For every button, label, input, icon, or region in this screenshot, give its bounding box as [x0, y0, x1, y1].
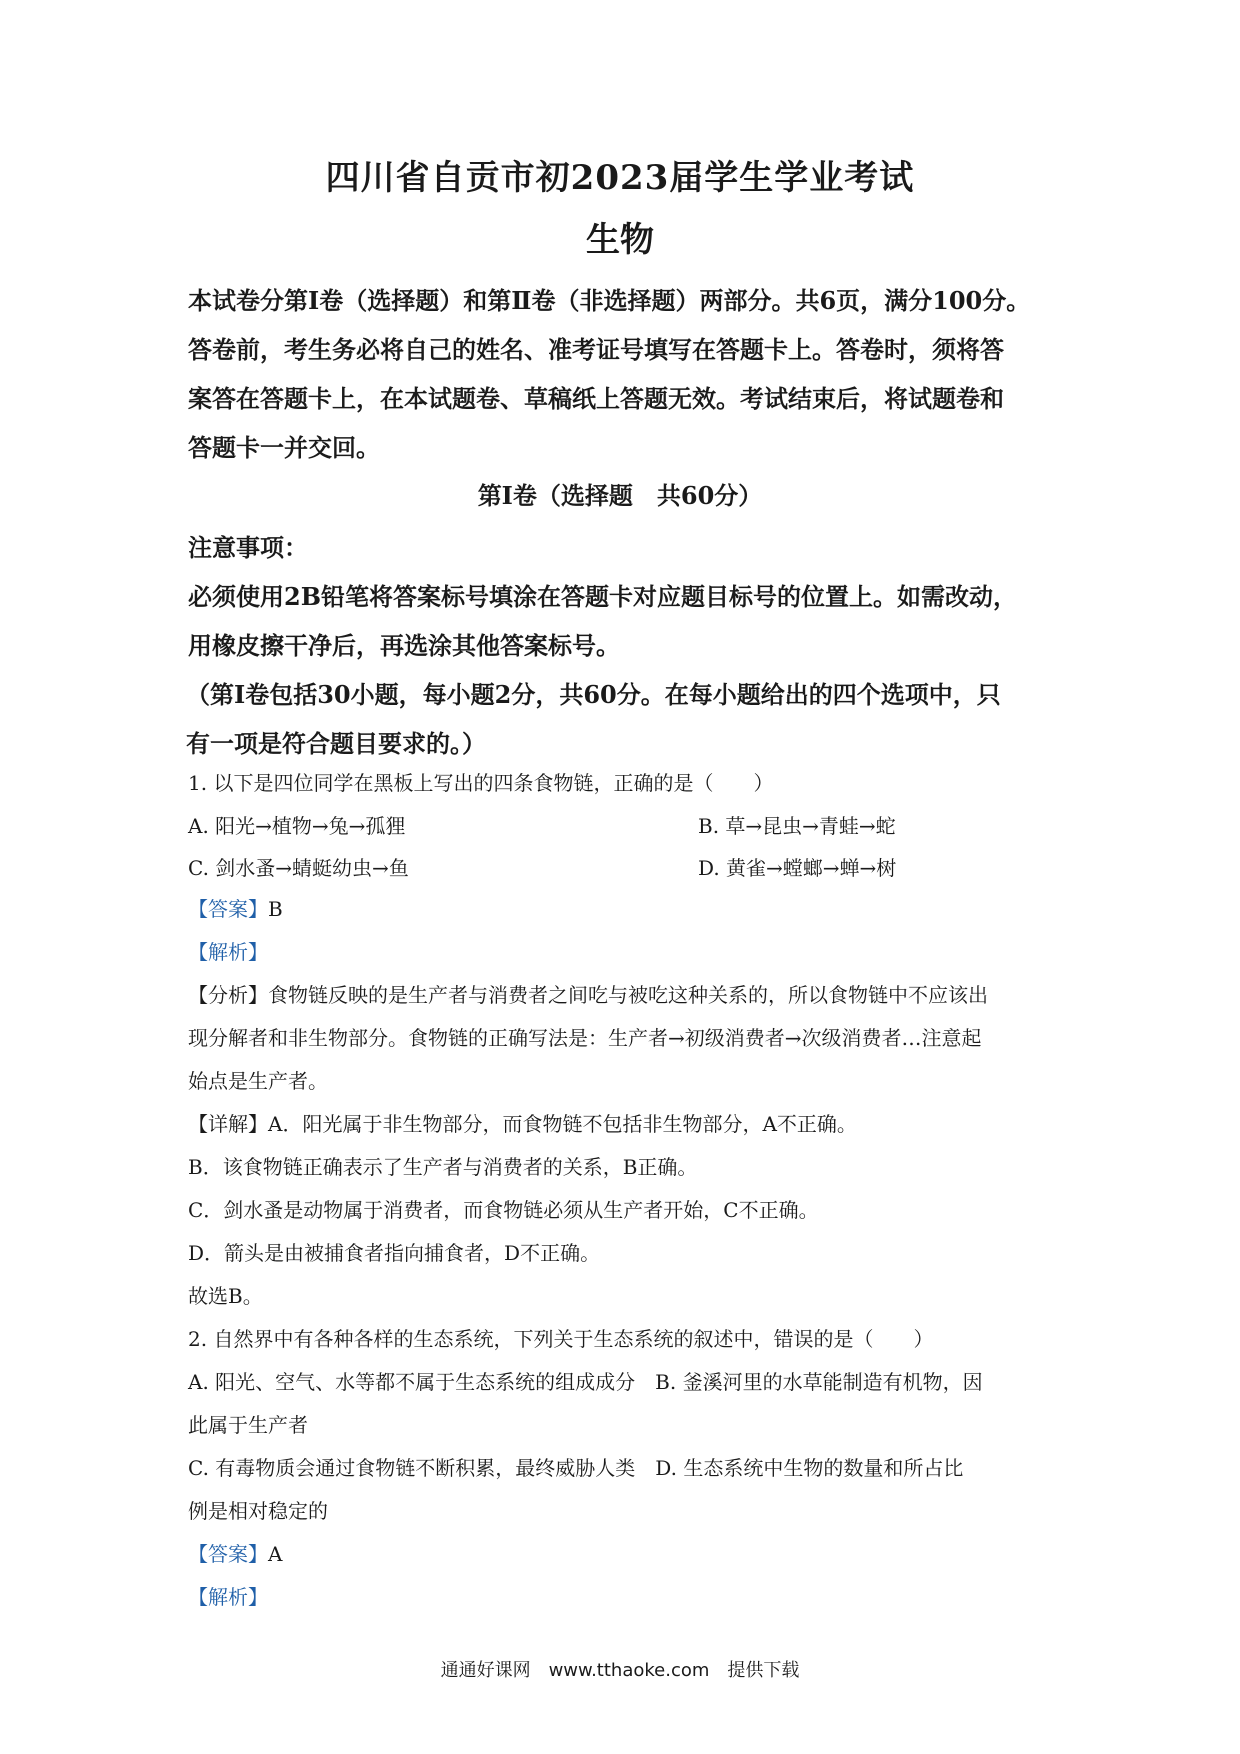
xiangjie-line: [188, 1103, 1068, 1146]
exam-intro: [188, 276, 1058, 472]
notice-line: 用橡皮擦干净后，再选涂其他答案标号。: [188, 631, 620, 660]
option-line: 此属于生产者: [188, 1413, 308, 1437]
fenxi-text: 食物链反映的是生产者与消费者之间吃与被吃这种关系的，所以食物链中不应该出: [268, 983, 988, 1007]
question-2-stem: 2. 自然界中有各种各样的生态系统，下列关于生态系统的叙述中，错误的是（ ）: [188, 1327, 934, 1351]
notice-heading: 注意事项：: [188, 533, 308, 562]
option-line: A. 阳光、空气、水等都不属于生态系统的组成成分 B. 釜溪河里的水草能制造有机物，因: [188, 1370, 983, 1394]
section-title: 第Ⅰ卷（选择题 共60分）: [477, 481, 763, 510]
xiangjie-text: A．阳光属于非生物部分，而食物链不包括非生物部分，A不正确。: [268, 1112, 857, 1136]
answer-tag: 【答案】: [188, 897, 268, 921]
part-note: [186, 670, 1066, 768]
option-d: D. 黄雀→螳螂→蝉→树: [698, 856, 897, 880]
fenxi-line: 始点是生产者。: [188, 1069, 328, 1093]
analysis-tag: 【解析】: [188, 940, 268, 964]
question-1-options-cd: [188, 852, 1068, 882]
fenxi-tag: 【分析】: [188, 983, 268, 1007]
part-note-line: 有一项是符合题目要求的。）: [186, 729, 486, 758]
fenxi-line: [188, 974, 1068, 1017]
option-line: C. 有毒物质会通过食物链不断积累，最终威胁人类 D. 生态系统中生物的数量和所占比: [188, 1456, 964, 1480]
option-a: A. 阳光→植物→兔→孤狸: [188, 814, 406, 838]
part-note-line: （第Ⅰ卷包括30小题，每小题2分，共60分。在每小题给出的四个选项中，只: [186, 680, 1001, 709]
xiangjie-line: C．剑水蚤是动物属于消费者，而食物链必须从生产者开始，C不正确。: [188, 1198, 819, 1222]
intro-line: 案答在答题卡上，在本试题卷、草稿纸上答题无效。考试结束后，将试题卷和: [188, 384, 1004, 413]
answer-value: B: [268, 897, 283, 921]
question-1-stem: 1. 以下是四位同学在黑板上写出的四条食物链，正确的是（ ）: [188, 771, 774, 795]
question-2-options: [188, 1361, 1068, 1533]
fenxi-line: 现分解者和非生物部分。食物链的正确写法是：生产者→初级消费者→次级消费者…注意起: [188, 1026, 982, 1050]
question-1-options-ab: [188, 810, 1068, 840]
exam-title: 四川省自贡市初2023届学生学业考试: [325, 158, 915, 198]
option-b: B. 草→昆虫→青蛙→蛇: [698, 814, 896, 838]
xiangjie-block: [188, 1103, 1068, 1318]
notice-body: [188, 572, 1068, 670]
option-line: 例是相对稳定的: [188, 1499, 328, 1523]
answer-tag: 【答案】: [188, 1542, 268, 1566]
analysis-line: [188, 931, 1068, 974]
xiangjie-line: B．该食物链正确表示了生产者与消费者的关系，B正确。: [188, 1155, 698, 1179]
notice-line: 必须使用2B铅笔将答案标号填涂在答题卡对应题目标号的位置上。如需改动，: [188, 582, 1017, 611]
analysis-tag: 【解析】: [188, 1585, 268, 1609]
intro-line: 答卷前，考生务必将自己的姓名、准考证号填写在答题卡上。答卷时，须将答: [188, 335, 1004, 364]
intro-line: 本试卷分第Ⅰ卷（选择题）和第Ⅱ卷（非选择题）两部分。共6页，满分100分。: [188, 286, 1031, 315]
intro-line: 答题卡一并交回。: [188, 433, 380, 462]
xiangjie-tag: 【详解】: [188, 1112, 268, 1136]
option-c: C. 剑水蚤→蜻蜓幼虫→鱼: [188, 856, 409, 880]
analysis-line: [188, 1576, 1068, 1619]
answer-value: A: [268, 1542, 283, 1566]
fenxi-block: [188, 974, 1068, 1103]
subject-title: 生物: [586, 220, 654, 260]
footer-source: 通通好课网 www.tthaoke.com 提供下载: [440, 1660, 800, 1681]
answer-line: [188, 1533, 1068, 1576]
xiangjie-line: D．箭头是由被捕食者指向捕食者，D不正确。: [188, 1241, 601, 1265]
answer-line: [188, 888, 1068, 931]
xiangjie-line: 故选B。: [188, 1284, 263, 1308]
